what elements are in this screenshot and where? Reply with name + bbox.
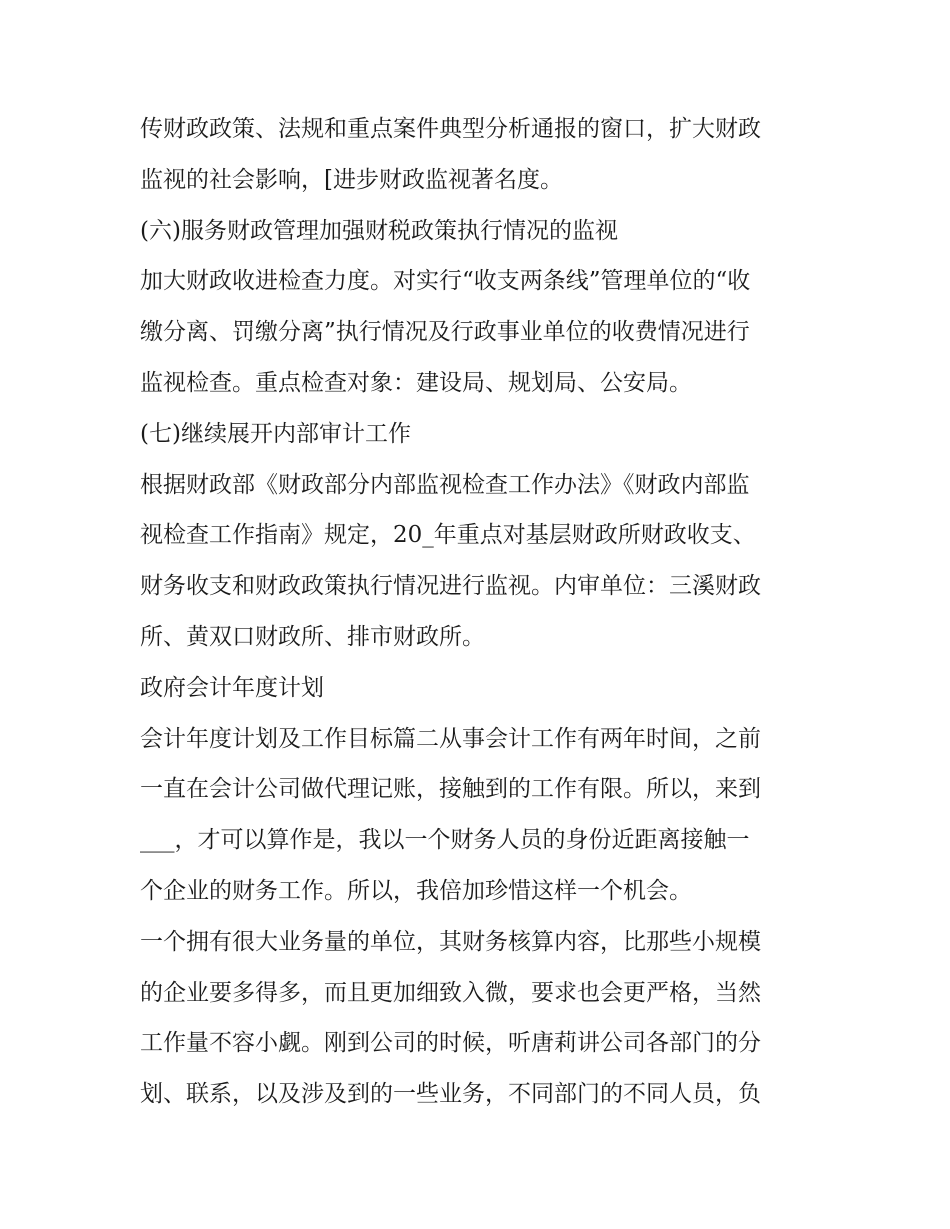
text-line: 一直在会计公司做代理记账，接触到的工作有限。所以，来到: [140, 776, 761, 803]
text-line: 所、黄双口财政所、排市财政所。: [140, 623, 485, 650]
text-line: 根据财政部《财政部分内部监视检查工作办法》《财政内部监: [140, 471, 750, 498]
text-line: 缴分离、罚缴分离”执行情况及行政事业单位的收费情况进行: [140, 319, 750, 346]
text-line: 传财政政策、法规和重点案件典型分析通报的窗口，扩大财政: [140, 116, 761, 142]
text-line: 视检查工作指南》规定，20_年重点对基层财政所财政收支、: [140, 522, 756, 549]
text-line: 个企业的财务工作。所以，我倍加珍惜这样一个机会。: [140, 877, 692, 904]
text-line: 监视检查。重点检查对象：建设局、规划局、公安局。: [140, 369, 692, 396]
text-line: 一个拥有很大业务量的单位，其财务核算内容，比那些小规模: [140, 928, 761, 955]
text-line: 会计年度计划及工作目标篇二从事会计工作有两年时间，之前: [140, 725, 761, 752]
text-line: ___，才可以算作是，我以一个财务人员的身份近距离接触一: [140, 827, 750, 854]
text-line: 的企业要多得多，而且更加细致入微，要求也会更严格，当然: [140, 979, 761, 1006]
document-title: 政府会计年度计划: [140, 674, 324, 701]
section-heading: (七)继续展开内部审计工作: [140, 420, 411, 447]
text-line: 工作量不容小觑。刚到公司的时候，听唐莉讲公司各部门的分: [140, 1030, 761, 1057]
text-line: 财务收支和财政政策执行情况进行监视。内审单位：三溪财政: [140, 573, 761, 600]
text-line: 划、联系，以及涉及到的一些业务，不同部门的不同人员，负: [140, 1081, 761, 1108]
section-heading: (六)服务财政管理加强财税政策执行情况的监视: [140, 217, 618, 244]
document-body: [140, 104, 820, 1120]
text-line: 加大财政收进检查力度。对实行“收支两条线”管理单位的“收: [140, 268, 751, 295]
text-line: 监视的社会影响，[进步财政监视著名度。: [140, 166, 563, 193]
